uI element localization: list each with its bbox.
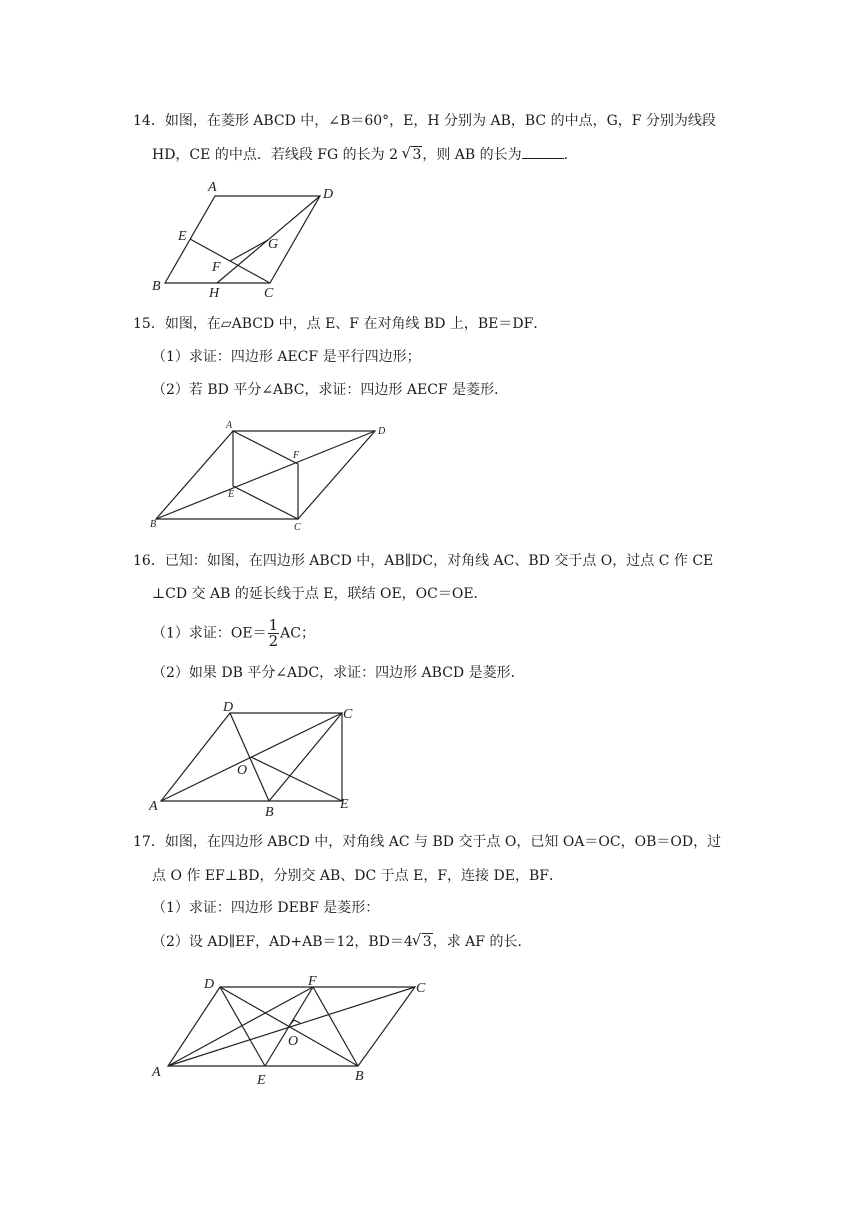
- q17-label-d: D: [204, 977, 215, 992]
- q15-label-b: B: [150, 519, 157, 530]
- q14-label-b: B: [152, 279, 161, 294]
- q17-label-o: O: [288, 1034, 299, 1049]
- q17-line1: 17．如图，在四边形 ABCD 中，对角线 AC 与 BD 交于点 O，已知 OA＝OC，OB＝OD，过: [133, 834, 722, 850]
- q16-sub1-text-b: AC；: [280, 625, 315, 642]
- q16-label-o: O: [237, 763, 248, 778]
- q15-sub1: （1）求证：四边形 AECF 是平行四边形；: [152, 349, 421, 365]
- q14-figure: [140, 178, 350, 303]
- q15-label-a: A: [226, 420, 233, 431]
- q15-sub2: （2）若 BD 平分∠ABC，求证：四边形 AECF 是菱形．: [152, 382, 509, 398]
- q17-seg-bf: [313, 987, 358, 1066]
- q16-sub1-text-a: （1）求证：OE＝: [152, 625, 267, 642]
- q17-figure: [148, 972, 433, 1090]
- q14-sqrt3: √ 3: [402, 145, 422, 165]
- q16-sub1: [152, 618, 315, 649]
- q14-line2: [152, 144, 578, 165]
- q16-diagonal-bd: [230, 713, 269, 801]
- q14-label-f: F: [212, 260, 221, 275]
- q14-label-d: D: [323, 187, 334, 202]
- q16-line2: ⊥CD 交 AB 的延长线于点 E，联结 OE，OC＝OE．: [152, 586, 488, 602]
- q15-label-f: F: [293, 450, 300, 461]
- q14-label-g: G: [268, 237, 279, 252]
- q14-seg-fg: [230, 240, 268, 261]
- q14-line2-text-a: HD，CE 的中点．若线段 FG 的长为 2: [152, 147, 398, 163]
- q17-sqrt3: √ 3: [413, 932, 433, 952]
- q16-figure: [145, 696, 365, 821]
- q15-label-d: D: [378, 426, 386, 437]
- q17-label-e: E: [257, 1073, 266, 1088]
- q16-label-b: B: [265, 805, 274, 820]
- q14-label-e: E: [178, 229, 187, 244]
- q14-rhombus: [165, 196, 320, 283]
- q16-label-d: D: [223, 700, 234, 715]
- q17-seg-de: [220, 987, 265, 1066]
- q15-diagonal-bd: [156, 431, 375, 519]
- q14-label-c: C: [264, 286, 274, 301]
- q14-line1: 14．如图，在菱形 ABCD 中，∠B＝60°，E，H 分别为 AB，BC 的中点，G，F 分别为线段: [133, 113, 716, 129]
- q17-line2: 点 O 作 EF⊥BD，分别交 AB、DC 于点 E，F，连接 DE，BF．: [152, 868, 563, 884]
- q17-sub2-text-b: ，求 AF 的长．: [432, 934, 532, 950]
- q14-answer-blank[interactable]: [522, 144, 564, 159]
- q15-label-c: C: [294, 522, 301, 533]
- q15-line1: 15．如图，在▱ABCD 中，点 E、F 在对角线 BD 上，BE＝DF．: [133, 316, 548, 332]
- q17-label-c: C: [416, 981, 426, 996]
- q16-line1: 16．已知：如图，在四边形 ABCD 中，AB∥DC，对角线 AC、BD 交于点 O，过点 C 作 CE: [133, 553, 714, 569]
- q16-label-c: C: [343, 707, 353, 722]
- q15-figure: [148, 420, 398, 535]
- q15-label-e: E: [228, 489, 235, 500]
- q14-line2-text-b: ，则 AB 的长为: [422, 147, 522, 163]
- q17-seg-ef: [265, 987, 313, 1066]
- q16-label-a: A: [149, 799, 158, 814]
- q17-sub1: （1）求证：四边形 DEBF 是菱形：: [152, 900, 380, 916]
- q14-line2-end: ．: [563, 147, 578, 163]
- q16-fraction-half: $\frac{1}{2}$: [268, 616, 279, 650]
- q16-label-e: E: [340, 797, 349, 812]
- q17-label-f: F: [308, 974, 317, 989]
- q17-label-a: A: [152, 1065, 161, 1080]
- q14-label-a: A: [208, 180, 217, 195]
- q17-label-b: B: [355, 1069, 364, 1084]
- q14-label-h: H: [209, 286, 220, 301]
- q17-sub2-text-a: （2）设 AD∥EF，AD+AB＝12，BD＝4: [152, 934, 413, 950]
- q16-sub2: （2）如果 DB 平分∠ADC，求证：四边形 ABCD 是菱形．: [152, 665, 525, 681]
- q17-sub2: [152, 932, 531, 952]
- q16-seg-oe: [251, 757, 342, 801]
